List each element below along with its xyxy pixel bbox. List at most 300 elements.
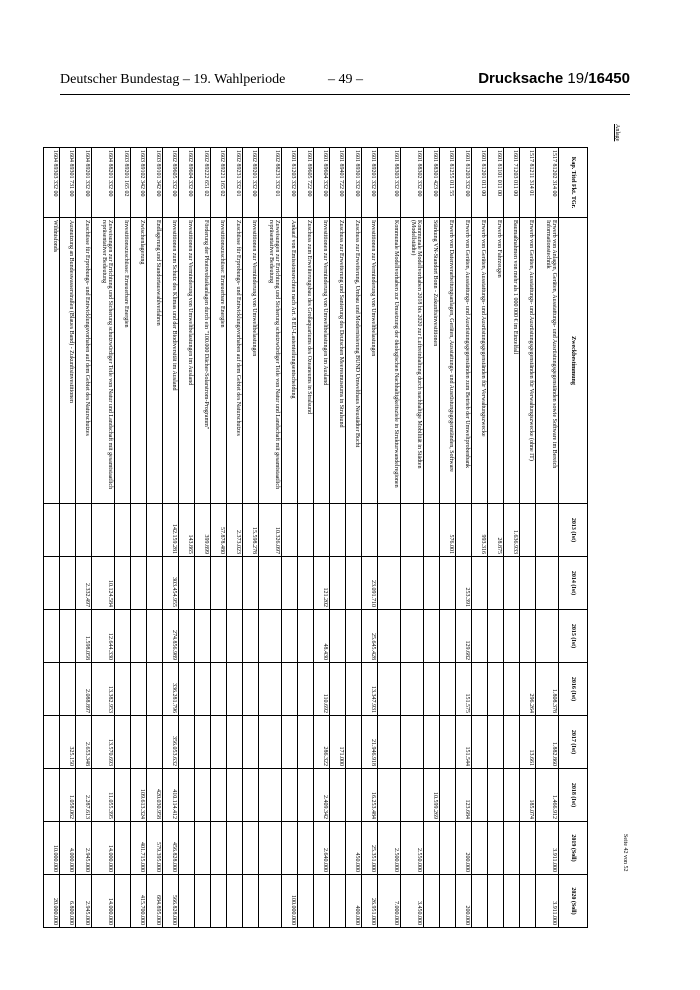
cell-zweckbestimmung: Ankauf von Emissionsrechten nach Art. 8 EU-Lastenteilungsentscheidung — [282, 218, 298, 504]
cell-amount — [227, 663, 243, 716]
cell-amount: 1.636.933 — [504, 504, 520, 557]
cell-amount: 3.450.000 — [401, 875, 424, 928]
cell-amount: 200.000 — [456, 875, 472, 928]
table-row — [440, 148, 456, 928]
cell-amount — [472, 822, 488, 875]
cell-amount — [243, 663, 259, 716]
cell-amount — [115, 557, 131, 610]
cell-kapitel-titel: 1603 89201 165 02 — [115, 148, 131, 218]
cell-zweckbestimmung: Erwerb von Geräten, Ausstattungs- und Ausrüstungsgegenständen für Verwaltungszwecke — [472, 218, 488, 504]
cell-amount — [424, 557, 440, 610]
cell-amount: 14.000.000 — [92, 875, 115, 928]
table-row — [362, 148, 378, 928]
cell-amount — [472, 716, 488, 769]
cell-amount — [298, 504, 314, 557]
cell-kapitel-titel: 1517 81211 314 01 — [520, 148, 536, 218]
cell-amount — [504, 769, 520, 822]
cell-amount — [424, 822, 440, 875]
cell-kapitel-titel: 1601 89605 722 00 — [298, 148, 314, 218]
cell-kapitel-titel: 1601 88303 332 00 — [378, 148, 401, 218]
table-row — [378, 148, 401, 928]
cell-amount: 1.598.058 — [76, 610, 92, 663]
cell-amount — [536, 504, 559, 557]
cell-amount — [282, 663, 298, 716]
column-header: Zweckbestimmung — [559, 218, 588, 504]
cell-amount: 10.124.584 — [92, 557, 115, 610]
cell-amount — [282, 822, 298, 875]
cell-amount: 200.000 — [456, 822, 472, 875]
cell-amount — [536, 557, 559, 610]
table-row — [60, 148, 76, 928]
table-row — [282, 148, 298, 928]
cell-amount: 151.544 — [456, 716, 472, 769]
cell-amount: 15.598.278 — [243, 504, 259, 557]
cell-zweckbestimmung: Kommunale Modellvorhaben zur Umsetzung der ökologischen Nachhaltigkeitsziele in Strukturwandelregionen — [378, 218, 401, 504]
cell-amount: 23.091.710 — [362, 557, 378, 610]
cell-amount — [60, 557, 76, 610]
table-row — [227, 148, 243, 928]
cell-amount: 2.550.000 — [401, 822, 424, 875]
cell-amount — [401, 504, 424, 557]
cell-amount: 325.150 — [60, 716, 76, 769]
document-number-prefix: 19/ — [567, 70, 589, 87]
cell-amount — [520, 610, 536, 663]
cell-amount: 450.000 — [346, 822, 362, 875]
cell-amount — [298, 875, 314, 928]
cell-amount: 13.570.693 — [92, 716, 115, 769]
cell-amount: 253.391 — [456, 557, 472, 610]
cell-amount — [115, 610, 131, 663]
cell-amount — [378, 769, 401, 822]
table-row — [346, 148, 362, 928]
cell-amount — [401, 716, 424, 769]
cell-amount — [520, 822, 536, 875]
cell-zweckbestimmung: Zuweisungen zur Errichtung und Sicherung schutzwürdiger Teile von Natur und Landschaft mit gesamtstaatlich repräsentativer Bedeutung — [92, 218, 115, 504]
cell-amount — [378, 504, 401, 557]
cell-amount — [346, 504, 362, 557]
cell-amount: 171.000 — [330, 716, 346, 769]
cell-amount — [179, 610, 195, 663]
cell-amount: 143.865 — [179, 504, 195, 557]
cell-amount: 142.159.281 — [163, 504, 179, 557]
cell-amount — [195, 822, 211, 875]
table-row — [330, 148, 346, 928]
cell-amount — [488, 557, 504, 610]
cell-amount: 2.409.342 — [314, 769, 330, 822]
cell-kapitel-titel: 1602 89222 651 02 — [195, 148, 211, 218]
cell-amount — [346, 557, 362, 610]
cell-amount: 25.645.428 — [362, 610, 378, 663]
cell-kapitel-titel: 1601 81101 011 00 — [488, 148, 504, 218]
cell-amount — [401, 769, 424, 822]
cell-amount: 286.322 — [314, 716, 330, 769]
table-row — [520, 148, 536, 928]
cell-amount: 2.332.497 — [76, 557, 92, 610]
cell-amount: 356.053.632 — [163, 716, 179, 769]
cell-amount — [131, 716, 147, 769]
cell-amount — [346, 663, 362, 716]
cell-amount: 6.800.000 — [60, 875, 76, 928]
cell-amount: 185.074 — [520, 769, 536, 822]
document-number — [478, 70, 630, 87]
table-body — [44, 148, 559, 928]
cell-amount — [298, 557, 314, 610]
cell-zweckbestimmung: Erwerb von Datenverarbeitungsanlagen, Geräten, Ausstattungs- und Ausrüstungsgegenständen, Software — [440, 218, 456, 504]
cell-amount — [115, 716, 131, 769]
cell-amount — [424, 663, 440, 716]
cell-amount — [227, 557, 243, 610]
cell-amount — [472, 557, 488, 610]
cell-zweckbestimmung: Zuschuss zur Erweiterung, Umbau und Modernisierung BUND Umwelthaus Neustädter Bucht — [346, 218, 362, 504]
cell-amount — [346, 769, 362, 822]
cell-amount — [243, 716, 259, 769]
table-row — [472, 148, 488, 928]
table-row — [488, 148, 504, 928]
cell-amount — [440, 716, 456, 769]
cell-amount — [243, 822, 259, 875]
cell-amount — [504, 610, 520, 663]
cell-amount — [504, 822, 520, 875]
table-row — [211, 148, 227, 928]
column-header: 2015 (Ist) — [559, 610, 588, 663]
cell-amount — [346, 716, 362, 769]
table-row — [456, 148, 472, 928]
cell-amount — [504, 875, 520, 928]
cell-amount: 57.878.480 — [211, 504, 227, 557]
cell-amount — [259, 557, 282, 610]
cell-amount — [330, 504, 346, 557]
cell-amount: 576.001 — [440, 504, 456, 557]
cell-kapitel-titel: 1601 88301 423 00 — [424, 148, 440, 218]
cell-amount: 1.808.378 — [536, 663, 559, 716]
cell-amount: 4.000.000 — [60, 822, 76, 875]
cell-amount: 121.202 — [314, 557, 330, 610]
header-rule — [60, 94, 630, 95]
cell-amount — [195, 769, 211, 822]
cell-amount — [298, 769, 314, 822]
cell-kapitel-titel: 1603 89102 342 00 — [131, 148, 147, 218]
cell-amount — [211, 875, 227, 928]
cell-amount — [424, 504, 440, 557]
cell-amount: 123.684 — [456, 769, 472, 822]
column-header: 2014 (Ist) — [559, 557, 588, 610]
cell-amount — [488, 875, 504, 928]
cell-amount — [330, 610, 346, 663]
budget-table — [43, 147, 588, 928]
cell-amount — [330, 822, 346, 875]
cell-amount — [243, 769, 259, 822]
cell-amount: 21.946.918 — [362, 716, 378, 769]
cell-amount: 28.875 — [488, 504, 504, 557]
cell-amount — [115, 769, 131, 822]
table-row — [44, 148, 60, 928]
cell-amount — [44, 769, 60, 822]
cell-amount: 2.945.000 — [76, 875, 92, 928]
column-header: Kap. Titel Fkt. TGr. — [559, 148, 588, 218]
cell-amount — [115, 875, 131, 928]
cell-amount — [298, 663, 314, 716]
cell-zweckbestimmung: Investitionszuschüsse: Erneuerbare Energien — [211, 218, 227, 504]
cell-amount: 16.253.484 — [362, 769, 378, 822]
cell-zweckbestimmung: Zuschüsse für Erprobungs- und Entwicklungsvorhaben auf dem Gebiet des Naturschutzes — [227, 218, 243, 504]
cell-zweckbestimmung: Kommunale Modellvorhaben 2018 bis 2020 zur Luftreinhaltung durch nachhaltige Mobilität in Städten (Modellstädte) — [401, 218, 424, 504]
cell-kapitel-titel: 1601 88302 332 00 — [401, 148, 424, 218]
cell-kapitel-titel: 1601 89201 332 00 — [362, 148, 378, 218]
cell-amount — [115, 504, 131, 557]
cell-amount — [378, 610, 401, 663]
cell-amount — [314, 504, 330, 557]
table-row — [179, 148, 195, 928]
cell-amount: 303.454.955 — [163, 557, 179, 610]
cell-amount: 20.000.000 — [44, 875, 60, 928]
cell-amount: 993.316 — [472, 504, 488, 557]
table-row — [115, 148, 131, 928]
cell-amount — [298, 610, 314, 663]
cell-amount — [424, 875, 440, 928]
cell-amount — [424, 610, 440, 663]
cell-amount: 400.000 — [346, 875, 362, 928]
cell-amount — [243, 610, 259, 663]
cell-amount — [488, 822, 504, 875]
cell-amount: 566.828.000 — [163, 875, 179, 928]
cell-kapitel-titel: 1601 89401 722 00 — [330, 148, 346, 218]
cell-amount — [195, 875, 211, 928]
cell-amount: 399.899 — [195, 504, 211, 557]
cell-kapitel-titel: 1604 89301 731 00 — [60, 148, 76, 218]
cell-amount: 3.911.000 — [536, 822, 559, 875]
table-row — [131, 148, 147, 928]
cell-amount — [76, 504, 92, 557]
cell-amount — [211, 557, 227, 610]
cell-amount — [259, 769, 282, 822]
cell-amount: 2.373.023 — [227, 504, 243, 557]
cell-amount — [259, 822, 282, 875]
cell-amount — [60, 663, 76, 716]
cell-amount — [520, 557, 536, 610]
cell-kapitel-titel: 1601 81203 332 00 — [456, 148, 472, 218]
cell-zweckbestimmung: Erwerb von Anlagen, Geräten, Ausstattungs- und Ausrüstungsgegenständen sowie Software im Bereich Informationstechnik — [536, 218, 559, 504]
cell-amount: 2.653.348 — [76, 716, 92, 769]
cell-amount — [282, 610, 298, 663]
cell-amount — [282, 769, 298, 822]
table-row — [314, 148, 330, 928]
cell-amount: 109.613.324 — [131, 769, 147, 822]
page-number: – 49 – — [328, 72, 363, 87]
cell-amount: 456.828.000 — [163, 822, 179, 875]
cell-kapitel-titel: 1602 89201 332 00 — [243, 148, 259, 218]
table-row — [401, 148, 424, 928]
cell-zweckbestimmung: Stärkung VN-Standort Bonn - Zukunftsinvestitionen — [424, 218, 440, 504]
cell-kapitel-titel: 1602 89231 332 01 — [227, 148, 243, 218]
cell-amount — [44, 663, 60, 716]
cell-amount — [179, 716, 195, 769]
cell-kapitel-titel: 1602 88231 332 01 — [259, 148, 282, 218]
cell-amount — [211, 822, 227, 875]
cell-amount — [472, 663, 488, 716]
cell-amount — [424, 716, 440, 769]
table-row — [92, 148, 115, 928]
cell-amount — [179, 822, 195, 875]
table-row — [259, 148, 282, 928]
cell-amount — [330, 875, 346, 928]
column-header: 2019 (Soll) — [559, 822, 588, 875]
cell-amount: 415.700.000 — [131, 875, 147, 928]
document-label: Drucksache — [478, 70, 564, 87]
cell-zweckbestimmung: Ausnutzung an Bundeswasserstraßen (Blaues Band) - Zukunftsinvestitionen — [60, 218, 76, 504]
cell-amount — [330, 769, 346, 822]
cell-amount: 401.715.000 — [131, 822, 147, 875]
cell-amount — [195, 557, 211, 610]
cell-amount — [227, 769, 243, 822]
table-row — [195, 148, 211, 928]
cell-amount: 13.661 — [520, 716, 536, 769]
cell-zweckbestimmung: Förderung der Photovoltaikanlagen durch ein "100.000 Dächer-Solarstrom-Programm" — [195, 218, 211, 504]
cell-amount — [488, 716, 504, 769]
cell-amount: 3.911.000 — [536, 875, 559, 928]
cell-amount — [147, 504, 163, 557]
cell-zweckbestimmung: Zuweisungen zur Errichtung und Sicherung schutzwürdiger Teile von Natur und Landschaft mit gesamtstaatlich repräsentativer Bedeutung — [259, 218, 282, 504]
cell-amount: 13.347.931 — [362, 663, 378, 716]
cell-amount — [488, 663, 504, 716]
cell-amount: 14.000.000 — [92, 822, 115, 875]
cell-amount: 2.640.000 — [314, 822, 330, 875]
cell-amount — [259, 663, 282, 716]
cell-amount — [211, 716, 227, 769]
column-header: 2017 (Ist) — [559, 716, 588, 769]
page-header — [60, 70, 630, 92]
cell-amount: 11.055.395 — [92, 769, 115, 822]
cell-amount: 420.030.958 — [147, 769, 163, 822]
cell-amount — [115, 663, 131, 716]
cell-amount — [282, 504, 298, 557]
cell-amount — [440, 663, 456, 716]
cell-amount: 13.382.953 — [92, 663, 115, 716]
cell-amount — [520, 875, 536, 928]
cell-kapitel-titel: 1517 81202 314 00 — [536, 148, 559, 218]
cell-amount — [60, 504, 76, 557]
cell-kapitel-titel: 1602 89605 332 00 — [163, 148, 179, 218]
cell-amount: 1.882.860 — [536, 716, 559, 769]
cell-zweckbestimmung: Baumaßnahmen von mehr als 1 000 000 € im Einzelfall — [504, 218, 520, 504]
cell-amount — [259, 875, 282, 928]
cell-amount: 684.895.000 — [147, 875, 163, 928]
cell-amount: 274.856.989 — [163, 610, 179, 663]
parliament-label: Deutscher Bundestag – 19. Wahlperiode — [60, 72, 286, 87]
cell-amount — [378, 716, 401, 769]
cell-amount: 12.644.330 — [92, 610, 115, 663]
cell-amount — [243, 875, 259, 928]
cell-amount — [44, 504, 60, 557]
cell-amount: 2.945.000 — [76, 822, 92, 875]
cell-amount: 7.000.000 — [378, 875, 401, 928]
cell-amount — [147, 716, 163, 769]
cell-amount — [131, 610, 147, 663]
cell-amount — [179, 769, 195, 822]
cell-amount: 10.599.269 — [424, 769, 440, 822]
table-row — [76, 148, 92, 928]
cell-amount — [211, 769, 227, 822]
cell-amount — [195, 663, 211, 716]
cell-amount — [440, 822, 456, 875]
cell-amount — [179, 663, 195, 716]
cell-amount — [282, 557, 298, 610]
cell-amount: 10.000.000 — [44, 822, 60, 875]
cell-kapitel-titel: 1601 81203 332 00 — [282, 148, 298, 218]
cell-amount — [131, 504, 147, 557]
cell-zweckbestimmung: Zwischenlagerung — [131, 218, 147, 504]
cell-zweckbestimmung: Investitionen zur Verminderung von Umweltbelastungen im Ausland — [179, 218, 195, 504]
cell-amount: 1.058.062 — [60, 769, 76, 822]
cell-kapitel-titel: 1602 89221 165 02 — [211, 148, 227, 218]
cell-amount: 129.682 — [456, 610, 472, 663]
cell-kapitel-titel: 1604 88201 332 00 — [92, 148, 115, 218]
cell-amount — [330, 663, 346, 716]
cell-amount: 25.351.000 — [362, 822, 378, 875]
table-row — [504, 148, 520, 928]
cell-amount — [147, 610, 163, 663]
cell-amount — [60, 610, 76, 663]
cell-amount — [362, 504, 378, 557]
cell-amount: 151.575 — [456, 663, 472, 716]
cell-amount — [92, 504, 115, 557]
table-row — [424, 148, 440, 928]
cell-kapitel-titel: 1601 81255 011 55 — [440, 148, 456, 218]
cell-kapitel-titel: 1601 89604 332 00 — [314, 148, 330, 218]
cell-amount — [259, 610, 282, 663]
cell-kapitel-titel: 1602 89604 332 00 — [179, 148, 195, 218]
cell-amount — [179, 557, 195, 610]
table-row — [243, 148, 259, 928]
cell-kapitel-titel: 1601 71203 011 00 — [504, 148, 520, 218]
cell-amount: 336.281.796 — [163, 663, 179, 716]
cell-amount: 10.326.097 — [259, 504, 282, 557]
table-row — [147, 148, 163, 928]
cell-amount — [401, 557, 424, 610]
cell-amount — [440, 610, 456, 663]
cell-amount — [179, 875, 195, 928]
cell-amount — [44, 716, 60, 769]
cell-amount — [378, 663, 401, 716]
cell-amount — [488, 769, 504, 822]
cell-amount: 110.692 — [314, 663, 330, 716]
cell-amount — [504, 663, 520, 716]
cell-zweckbestimmung: Investitionen zum Schutz des Klimas und der Biodiversität im Ausland — [163, 218, 179, 504]
cell-amount: 296.264 — [520, 663, 536, 716]
cell-amount — [456, 504, 472, 557]
cell-zweckbestimmung: Zuschuss zum Erweiterungsbau des Großaquariums des Ozeaneums in Stralsund — [298, 218, 314, 504]
table-header-row — [559, 148, 588, 928]
cell-amount: 410.114.412 — [163, 769, 179, 822]
cell-kapitel-titel: 1601 89301 332 00 — [346, 148, 362, 218]
cell-amount — [227, 875, 243, 928]
cell-amount — [401, 663, 424, 716]
cell-amount — [536, 610, 559, 663]
cell-amount — [195, 716, 211, 769]
cell-amount — [243, 557, 259, 610]
cell-zweckbestimmung: Investitionen zur Verminderung von Umweltbelastungen im Ausland — [314, 218, 330, 504]
cell-amount — [131, 557, 147, 610]
cell-amount — [211, 663, 227, 716]
cell-amount — [227, 822, 243, 875]
cell-zweckbestimmung: Zuschuss zur Erweiterung und Sanierung des Deutschen Meeresmuseums in Stralsund — [330, 218, 346, 504]
cell-amount — [115, 822, 131, 875]
anlage-label: Anlage — [614, 124, 620, 142]
cell-amount — [131, 663, 147, 716]
cell-amount — [488, 610, 504, 663]
document-number-main: 16450 — [588, 70, 630, 87]
cell-amount — [298, 822, 314, 875]
cell-zweckbestimmung: Erwerb von Geräten, Ausstattungs- und Ausrüstungsgegenständen für Verwaltungszwecke (ohne IT) — [520, 218, 536, 504]
